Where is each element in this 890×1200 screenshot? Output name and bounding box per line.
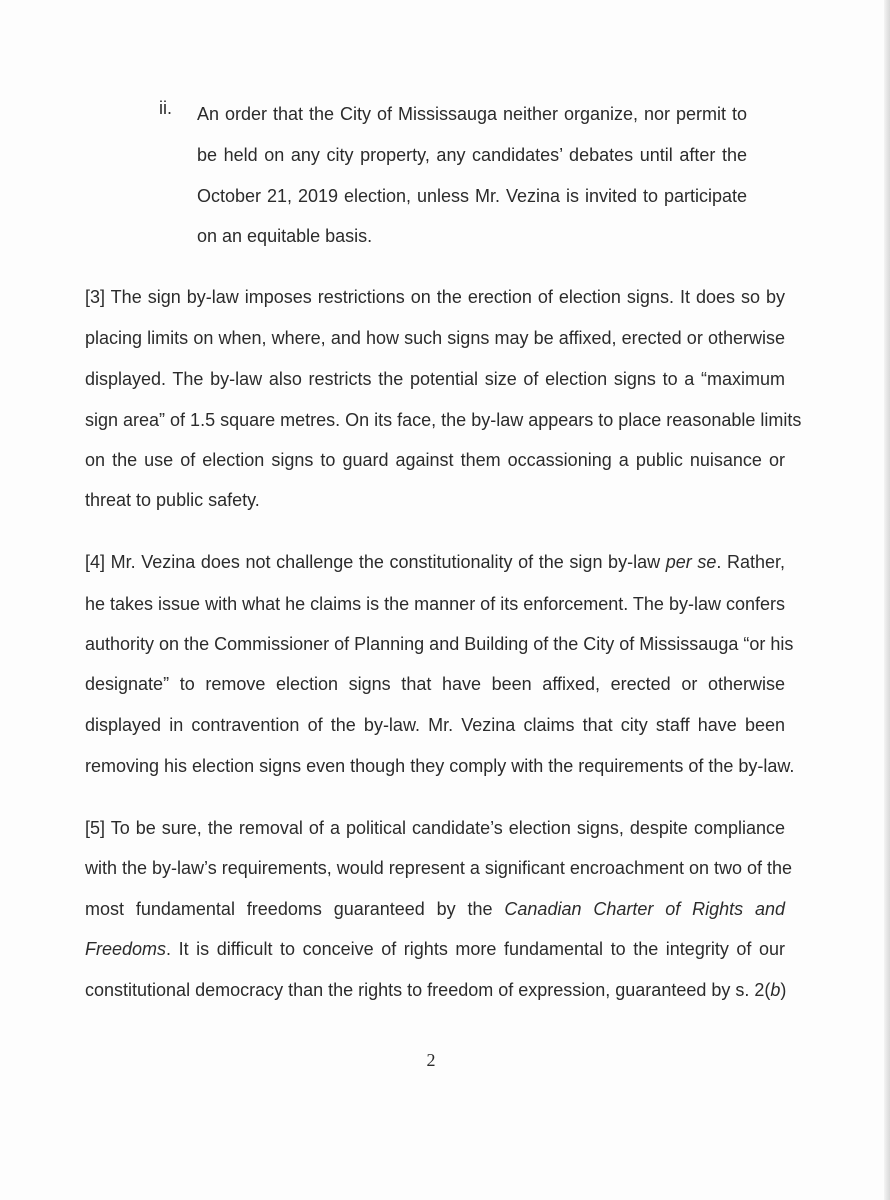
paragraph-3-line: sign area” of 1.5 square metres. On its face, the by-law appears to place reasonable limits	[85, 410, 802, 430]
paragraph-3-line: [3] The sign by-law imposes restrictions on the erection of election signs. It does so by	[85, 287, 785, 307]
paragraph-5-line	[85, 980, 785, 1000]
paragraph-3-line: displayed. The by-law also restricts the potential size of election signs to a “maximum	[85, 369, 785, 389]
list-item-line: October 21, 2019 election, unless Mr. Vezina is invited to participate	[197, 186, 747, 206]
paragraph-5-text: most fundamental freedoms guaranteed by the	[85, 899, 505, 919]
paragraph-5-text: )	[780, 980, 787, 1000]
paragraph-3-line: on the use of election signs to guard against them occassioning a public nuisance or	[85, 450, 785, 470]
paragraph-4-line: authority on the Commissioner of Planning and Building of the City of Mississauga “or his	[85, 634, 794, 654]
paragraph-5-line: with the by-law’s requirements, would represent a significant encroachment on two of the	[85, 858, 793, 878]
list-item-line: on an equitable basis.	[197, 226, 373, 246]
paragraph-5-line	[85, 939, 785, 959]
paragraph-4-line	[85, 552, 785, 572]
list-item-line: An order that the City of Mississauga neither organize, nor permit to	[197, 104, 747, 124]
list-item-line: be held on any city property, any candidates’ debates until after the	[197, 145, 747, 165]
paragraph-4-text: [4] Mr. Vezina does not challenge the constitutionality of the sign by-law	[85, 552, 666, 572]
paragraph-4-text: . Rather,	[716, 552, 785, 572]
paragraph-4-line: designate” to remove election signs that have been affixed, erected or otherwise	[85, 674, 785, 694]
paragraph-5-line: [5] To be sure, the removal of a political candidate’s election signs, despite compliance	[85, 818, 785, 838]
paragraph-4-line: displayed in contravention of the by-law. Mr. Vezina claims that city staff have been	[85, 715, 785, 735]
list-item-marker: ii.	[159, 98, 172, 118]
section-letter-italic: b	[770, 980, 781, 1000]
page-edge-shadow	[884, 0, 890, 1200]
paragraph-4-line: he takes issue with what he claims is the manner of its enforcement. The by-law confers	[85, 594, 785, 614]
charter-title-italic: Freedoms	[85, 939, 167, 959]
paragraph-4-italic-term: per se	[665, 552, 717, 572]
paragraph-3-line: placing limits on when, where, and how such signs may be affixed, erected or otherwise	[85, 328, 785, 348]
paragraph-5-text: . It is difficult to conceive of rights more fundamental to the integrity of our	[166, 939, 785, 959]
paragraph-3-line: threat to public safety.	[85, 490, 260, 510]
paragraph-4-line: removing his election signs even though they comply with the requirements of the by-law.	[85, 756, 795, 776]
charter-title-italic: Canadian Charter of Rights and	[504, 899, 786, 919]
paragraph-5-text: constitutional democracy than the rights to freedom of expression, guaranteed by s. 2(	[85, 980, 771, 1000]
paragraph-5-line	[85, 899, 785, 919]
page-number: 2	[426, 1050, 436, 1070]
